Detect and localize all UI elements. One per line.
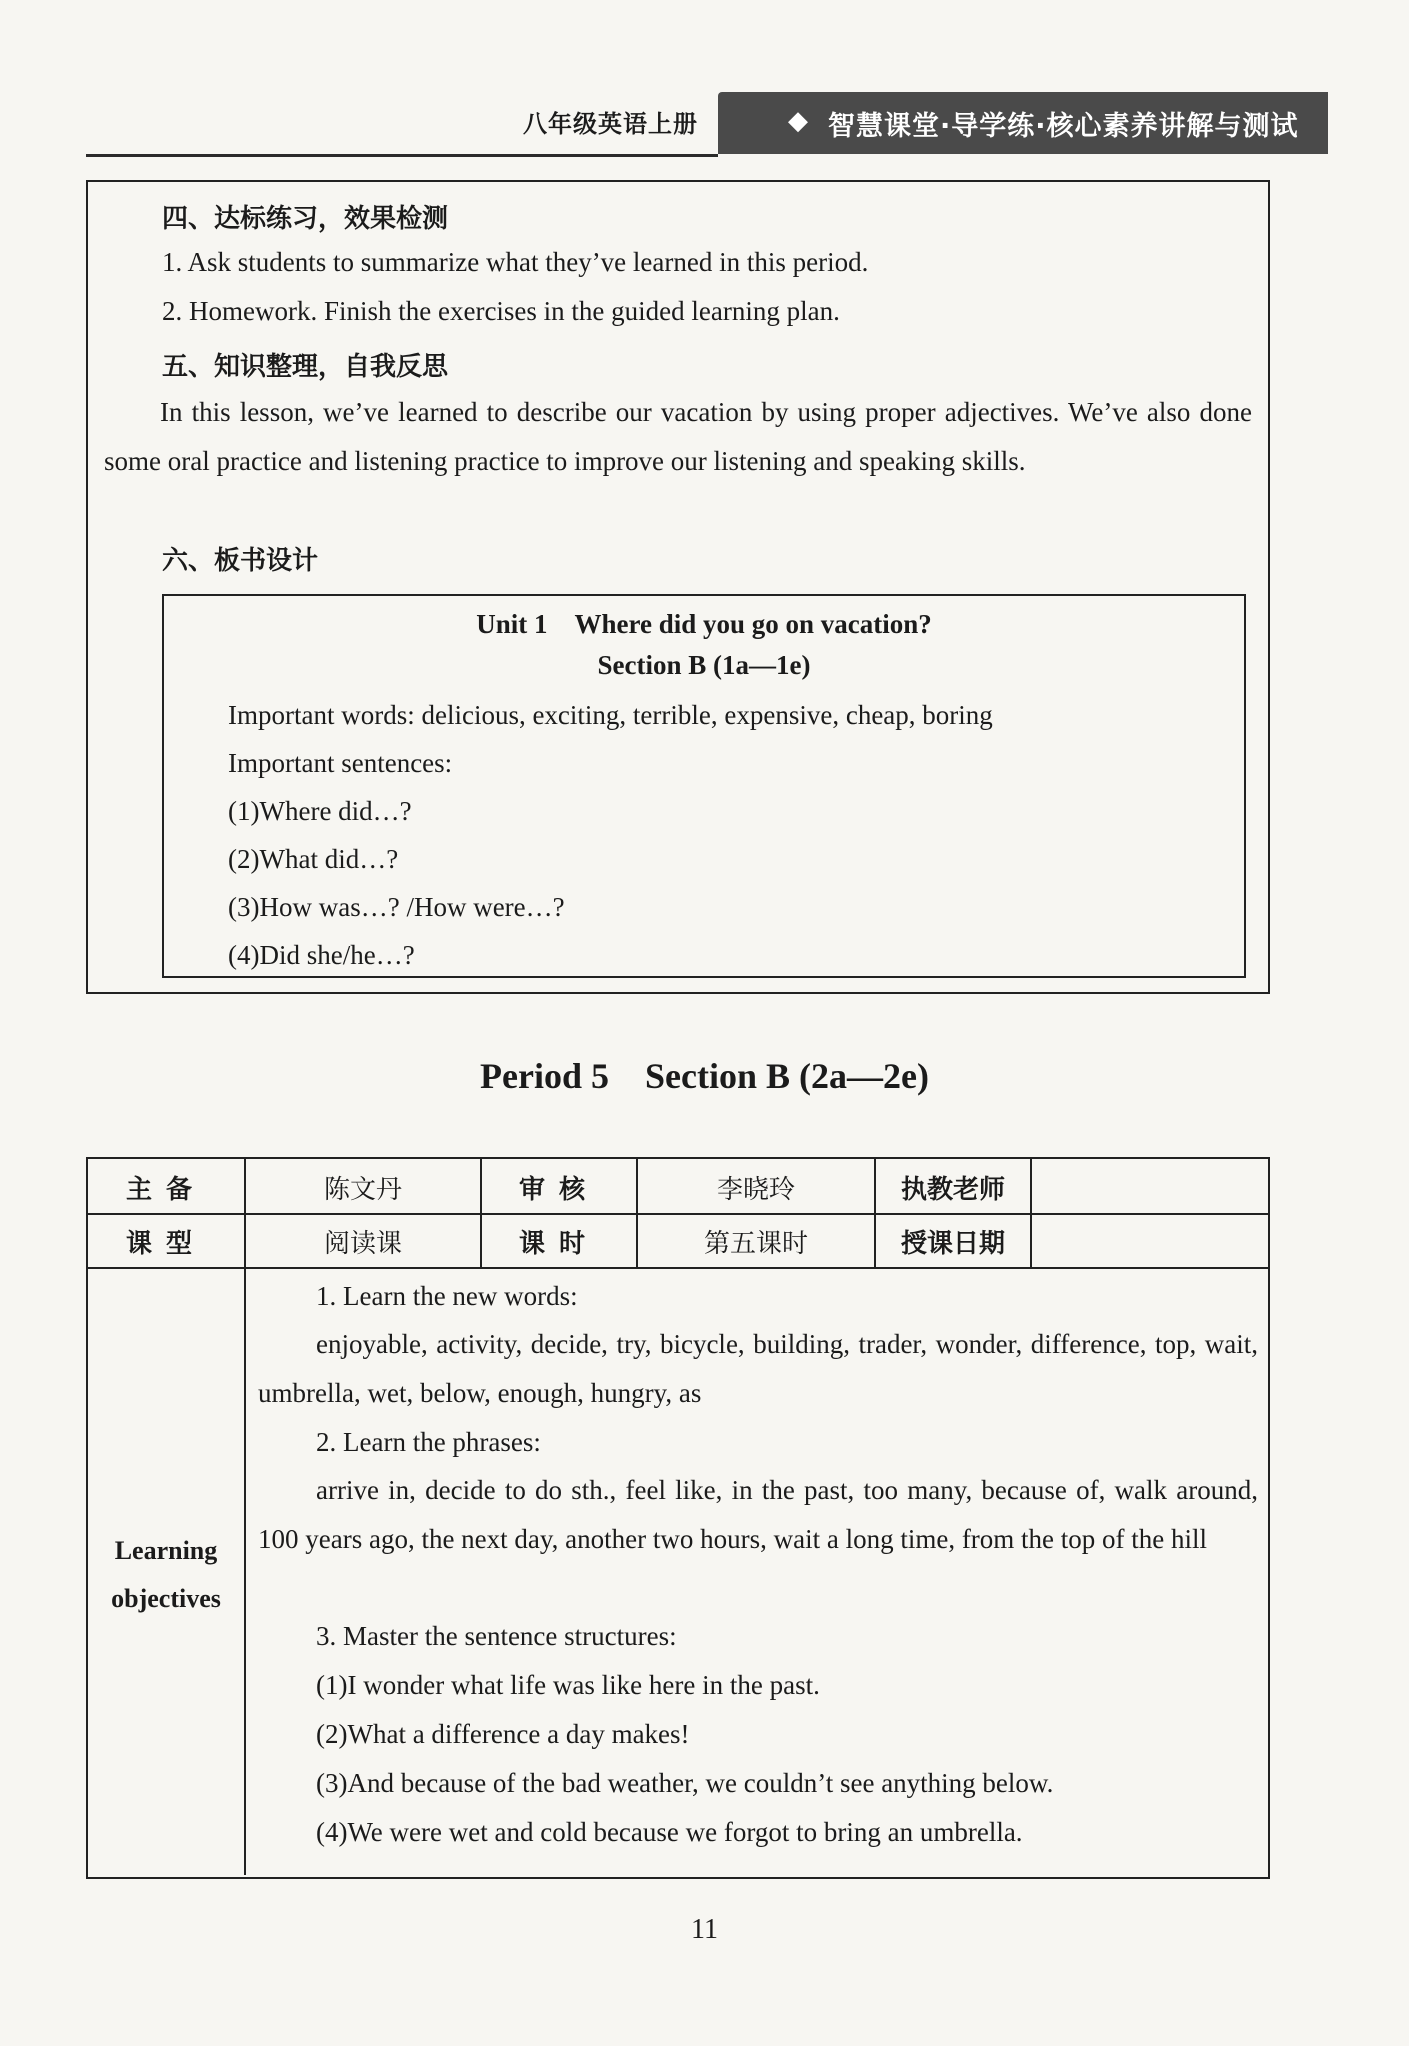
label-teaching-date: 授课日期 xyxy=(900,1229,1005,1259)
page-header xyxy=(86,92,1326,154)
objectives-label-line-1: Learning xyxy=(114,1536,218,1565)
label-period: 课时 xyxy=(518,1229,599,1259)
section4-item-2: 2. Homework. Finish the exercises in the guided learning plan. xyxy=(162,296,840,326)
period-title: Period 5 Section B (2a—2e) xyxy=(480,1056,929,1096)
objective-sentence-4: (4)We were wet and cold because we forgot to bring an umbrella. xyxy=(316,1817,1023,1847)
section6-heading: 六、板书设计 xyxy=(162,546,319,576)
objective-sentence-1: (1)I wonder what life was like here in the past. xyxy=(316,1670,820,1700)
book-title: 八年级英语上册 xyxy=(523,110,698,138)
objective-sentence-2: (2)What a difference a day makes! xyxy=(316,1719,690,1749)
table-rule xyxy=(88,1213,1268,1215)
objectives-label xyxy=(88,1527,244,1623)
label-lesson-type: 课型 xyxy=(125,1229,206,1259)
objective-words-title: 1. Learn the new words: xyxy=(316,1281,578,1311)
board-sentences-label: Important sentences: xyxy=(228,748,453,778)
board-unit-title: Unit 1 Where did you go on vacation? xyxy=(476,609,932,639)
value-lesson-type: 阅读课 xyxy=(323,1229,402,1259)
board-sentence-4: (4)Did she/he…? xyxy=(228,940,415,970)
blackboard-design xyxy=(162,594,1246,978)
section5-heading: 五、知识整理，自我反思 xyxy=(162,352,449,382)
series-title: 智慧课堂·导学练·核心素养讲解与测试 xyxy=(828,111,1299,142)
page-number: 11 xyxy=(691,1914,718,1945)
table-rule xyxy=(1030,1159,1032,1267)
value-period: 第五课时 xyxy=(703,1229,808,1259)
header-book-area xyxy=(86,92,718,157)
objective-phrases-title: 2. Learn the phrases: xyxy=(316,1427,541,1457)
lesson-summary-box xyxy=(86,180,1270,994)
section4-item-1: 1. Ask students to summarize what they’ve learned in this period. xyxy=(162,247,869,277)
objective-phrases: arrive in, decide to do sth., feel like, in the past, too many, because of, walk around, 100 years ago, the next day, another two hours, wait a long time, from the top of the hill xyxy=(258,1475,1258,1554)
section5-text: In this lesson, we’ve learned to describe our vacation by using proper adjectives. We’ve also done some oral practice and listening practice to improve our listening and speaking skills. xyxy=(104,397,1252,476)
label-reviewer: 审核 xyxy=(518,1175,599,1205)
diamond-icon: ◆ xyxy=(788,106,808,135)
header-series-banner xyxy=(718,92,1328,154)
value-reviewer: 李晓玲 xyxy=(716,1175,795,1205)
board-sentence-3: (3)How was…? /How were…? xyxy=(228,892,565,922)
objective-words: enjoyable, activity, decide, try, bicycle, building, trader, wonder, difference, top, wait, umbrella, wet, below, enough, hungry, as xyxy=(258,1329,1258,1408)
board-section-title: Section B (1a—1e) xyxy=(597,650,811,680)
label-preparer: 主备 xyxy=(125,1175,206,1205)
objective-structures-title: 3. Master the sentence structures: xyxy=(316,1621,677,1651)
table-rule xyxy=(88,1267,1268,1269)
section4-heading: 四、达标练习，效果检测 xyxy=(162,204,449,234)
board-sentence-2: (2)What did…? xyxy=(228,844,399,874)
table-rule xyxy=(244,1159,246,1875)
label-teacher: 执教老师 xyxy=(900,1175,1005,1205)
objective-sentence-3: (3)And because of the bad weather, we couldn’t see anything below. xyxy=(316,1768,1054,1798)
board-sentence-1: (1)Where did…? xyxy=(228,796,412,826)
lesson-plan-table xyxy=(86,1157,1270,1879)
value-preparer: 陈文丹 xyxy=(323,1175,402,1205)
objectives-label-line-2: objectives xyxy=(111,1584,221,1613)
board-important-words: Important words: delicious, exciting, terrible, expensive, cheap, boring xyxy=(228,700,993,730)
